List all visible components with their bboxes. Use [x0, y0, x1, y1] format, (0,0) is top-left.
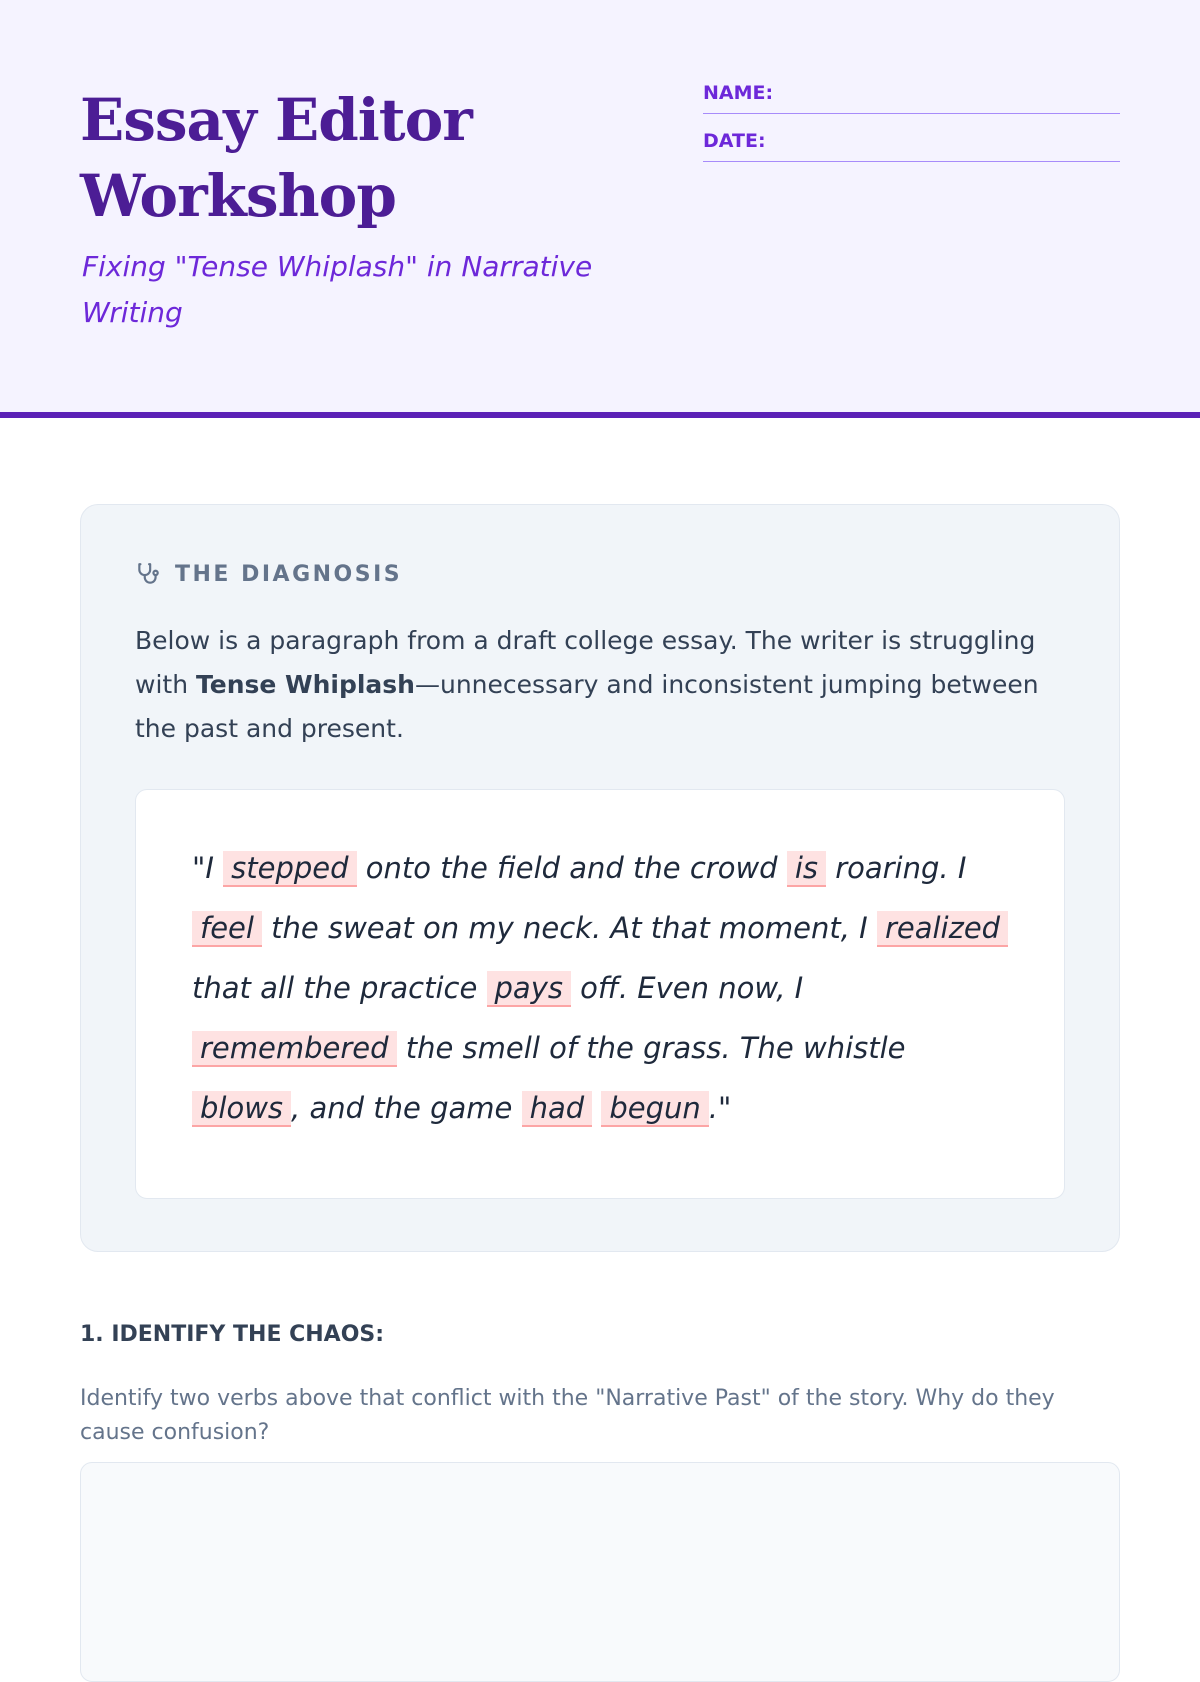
title-line-2: Workshop [80, 162, 396, 230]
page-title [80, 82, 472, 234]
worksheet-header [0, 0, 1200, 418]
essay-excerpt [135, 789, 1065, 1199]
date-label: DATE: [703, 130, 766, 152]
excerpt-segment: , and the game [291, 1091, 522, 1125]
excerpt-text [192, 838, 1012, 1138]
question-1-answer-box[interactable] [80, 1462, 1120, 1682]
highlighted-verb: remembered [192, 1031, 397, 1067]
name-label: NAME: [703, 82, 774, 104]
highlighted-verb: is [787, 851, 826, 887]
excerpt-segment: ." [708, 1091, 732, 1125]
question-1-prompt: Identify two verbs above that conflict with the "Narrative Past" of the story. Why do they cause confusion? [80, 1386, 1055, 1445]
question-1-label: 1. IDENTIFY THE CHAOS: [80, 1322, 385, 1347]
diagnosis-intro [135, 619, 1065, 751]
highlighted-verb: feel [192, 911, 262, 947]
student-info [703, 78, 1120, 174]
intro-text: Below is a paragraph from a draft college essay. The writer is struggling with [135, 626, 1036, 699]
date-field[interactable] [703, 126, 1120, 162]
excerpt-segment: the sweat on my neck. At that moment, I [261, 911, 877, 945]
intro-text-end: —unnecessary and inconsistent jumping between the past and present. [135, 670, 1039, 743]
excerpt-segment: the smell of the grass. The whistle [396, 1031, 906, 1065]
excerpt-segment: off. Even now, I [570, 971, 804, 1005]
highlighted-verb: realized [877, 911, 1008, 947]
diagnosis-card [80, 504, 1120, 1252]
highlighted-verb: had [522, 1091, 593, 1127]
excerpt-segment: onto the field and the crowd [356, 851, 787, 885]
highlighted-verb: begun [601, 1091, 708, 1127]
intro-term: Tense Whiplash [196, 670, 415, 699]
excerpt-segment: roaring. I [825, 851, 967, 885]
excerpt-segment: that all the practice [192, 971, 487, 1005]
diagnosis-title: THE DIAGNOSIS [175, 561, 403, 587]
page-subtitle: Fixing "Tense Whiplash" in Narrative Writing [82, 250, 593, 329]
stethoscope-icon [135, 561, 161, 587]
excerpt-segment: "I [192, 851, 224, 885]
diagnosis-header [135, 561, 402, 587]
highlighted-verb: pays [487, 971, 571, 1007]
excerpt-segment [592, 1091, 601, 1125]
name-field[interactable] [703, 78, 1120, 114]
highlighted-verb: blows [192, 1091, 291, 1127]
title-line-1: Essay Editor [80, 86, 472, 154]
highlighted-verb: stepped [223, 851, 356, 887]
